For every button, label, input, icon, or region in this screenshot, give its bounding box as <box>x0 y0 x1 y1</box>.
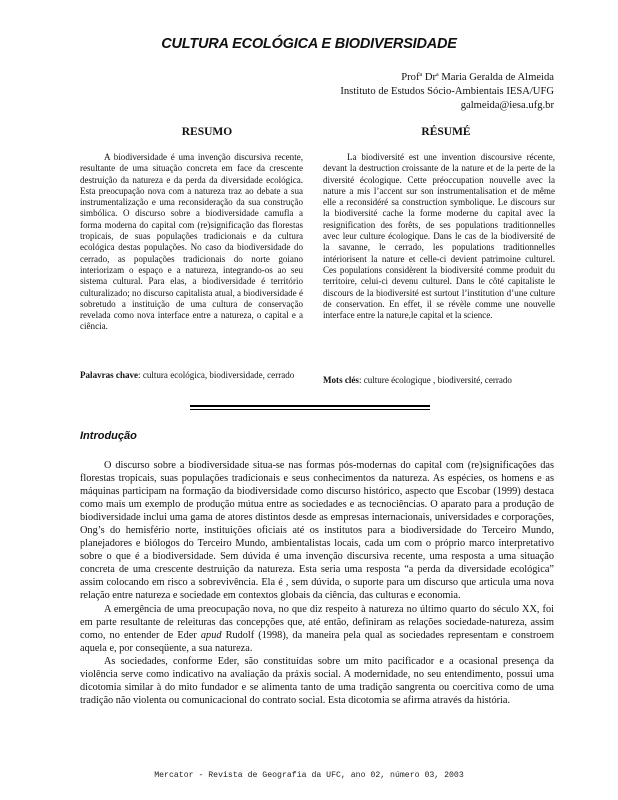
resume-text: La biodiversité est une invention discoursive récente, devant la destruction croissante de la nature et de la perte de la diversité écologique. Cette préoccupation nouvelle avec la nature a mis l’accent sur son instrumentalisation et de même elle a reconsidéré sa construction symbolique. Le discours sur la biodiversité cache la forme moderne du capital avec la resignification des forêts, de ses populations traditionnelles avec leur culture écologique. Dans le cas de la biodiversité de la savanne, le cerrado, les populations traditionnelles intériorisent la nature et celle-ci devient patrimoine culturel. Ces populations considèrent la biodiversité comme produit du territoire, celui-ci devenu culturel. Dans le côté capitaliste le discours de la biodiversité est surtout l’institution d’une culture de conservation. En effet, il se révèle comme une nouvelle interface entre la nature,le capital et la science. <box>323 152 555 321</box>
author-name-line <box>340 68 554 85</box>
paragraph-2-part-a: A emergência de uma preocupação nova, no que diz respeito à natureza no último quarto do século XX, foi em parte resultante de releituras das concepções que, até então, definiram as relações sociedade-natureza, assim como, no entender de Eder <box>80 603 554 641</box>
paragraph-1: O discurso sobre a biodiversidade situa-se nas formas pós-modernas do capital com (re)significações das florestas tropicais, suas populações tradicionais e seus conhecimentos da natureza. As espécies, os homens e as máquinas participam na formação da biodiversidade como discurso histórico, aspecto que Escobar (1999) destaca como mais um exemplo de produção mútua entre as sociedades e as tecnociências. O aparato para a produção de biodiversidade inclui uma gama de atores distintos desde as empresas internacionais, universidades e corporações, Ong’s do hemisfério norte, instituições oficiais até os institutos para a biodiversidade do Terceiro Mundo, planejadores e biólogos do Terceiro Mundo, ambientalistas locais, cada um com o próprio marco interpretativo sobre o que é a biodiversidade. Sem dúvida é uma invenção discursiva recente, uma resposta a uma situação concreta de uma crescente destruição da natureza. Esta seria uma resposta “a perda da diversidade ecológica” assim colocando em risco a sobrevivência. Ela é , sem dúvida, o suporte para um discurso que articula uma nova relação entre natureza e sociedade em contextos globais da ciência, das culturas e economia. <box>80 460 554 602</box>
resume-heading: RÉSUMÉ <box>421 126 471 138</box>
resumo-keywords-label: Palavras chave <box>80 370 139 380</box>
page-footer: Mercator - Revista de Geografia da UFC, ano 02, número 03, 2003 <box>154 771 464 780</box>
author-title-sup-2: a <box>436 72 439 78</box>
resume-keywords <box>323 375 555 386</box>
paragraph-3: As sociedades, conforme Eder, são constituídas sobre um mito pacificador e a ocasional presença da violência serve como indicativo na avaliação da práxis social. A modernidade, no seu entendimento, possui uma dicotomia similar à do mito fundador e se alimenta tanto de uma tradição sangrenta ou coercitiva como de uma tradição não violenta ou comunicacional do contrato social. Esta dicotomia se afirma através da história. <box>80 655 554 706</box>
divider-thin <box>190 409 430 410</box>
resumo-heading: RESUMO <box>181 126 233 138</box>
author-title-prof: Prof <box>401 72 420 83</box>
body-text <box>80 459 554 707</box>
paragraph-2-part-b: Rudolf (1998), da maneira pela qual as sociedades representam e constroem aquela e, por conseqüente, a sua natureza. <box>80 629 554 654</box>
author-block <box>340 68 554 113</box>
author-institution: Instituto de Estudos Sócio-Ambientais IESA/UFG <box>340 86 554 97</box>
paragraph-2-italic: apud <box>200 629 222 641</box>
author-email: galmeida@iesa.ufg.br <box>460 100 554 111</box>
resume-keywords-label: Mots clés <box>323 375 359 385</box>
author-title-dr: Dr <box>424 72 436 83</box>
section-title: Introdução <box>80 430 137 442</box>
author-title-sup: a <box>419 72 423 78</box>
paragraph-2 <box>80 603 554 655</box>
divider-thick <box>190 405 430 407</box>
resumo-keywords-values: : cultura ecológica, biodiversidade, cerrado <box>138 370 295 380</box>
paper-title: CULTURA ECOLÓGICA E BIODIVERSIDADE <box>161 36 457 52</box>
resume-abstract <box>323 152 555 321</box>
resumo-abstract <box>80 152 303 333</box>
resumo-keywords <box>80 370 303 381</box>
author-name: Maria Geralda de Almeida <box>441 72 554 83</box>
resume-keywords-values: : culture écologique , biodiversité, cerrado <box>358 375 512 385</box>
resumo-text: A biodiversidade é uma invenção discursiva recente, resultante de uma situação concreta em face da crescente destruição da natureza e da perda da diversidade ecológica. Esta preocupação nova com a natureza traz ao debate a sua instrumentalização e uma reconsideração da sua construção simbólica. O discurso sobre a biodiversidade camufla a forma moderna do capital com (re)significação das florestas tropicais, de suas populações tradicionais e da cultura ecológica destas populações. No caso da biodiversidade do cerrado, as populações tradicionais do norte goiano interiorizam o espaço e a natureza, integrando-os ao seu sistema cultural. Para elas, a biodiversidade é território culturalizado; no discurso capitalista atual, a biodiversidade é sobretudo a instituição de uma cultura de conservação revelada como nova interface entre a natureza, o capital e a ciência. <box>80 152 303 332</box>
